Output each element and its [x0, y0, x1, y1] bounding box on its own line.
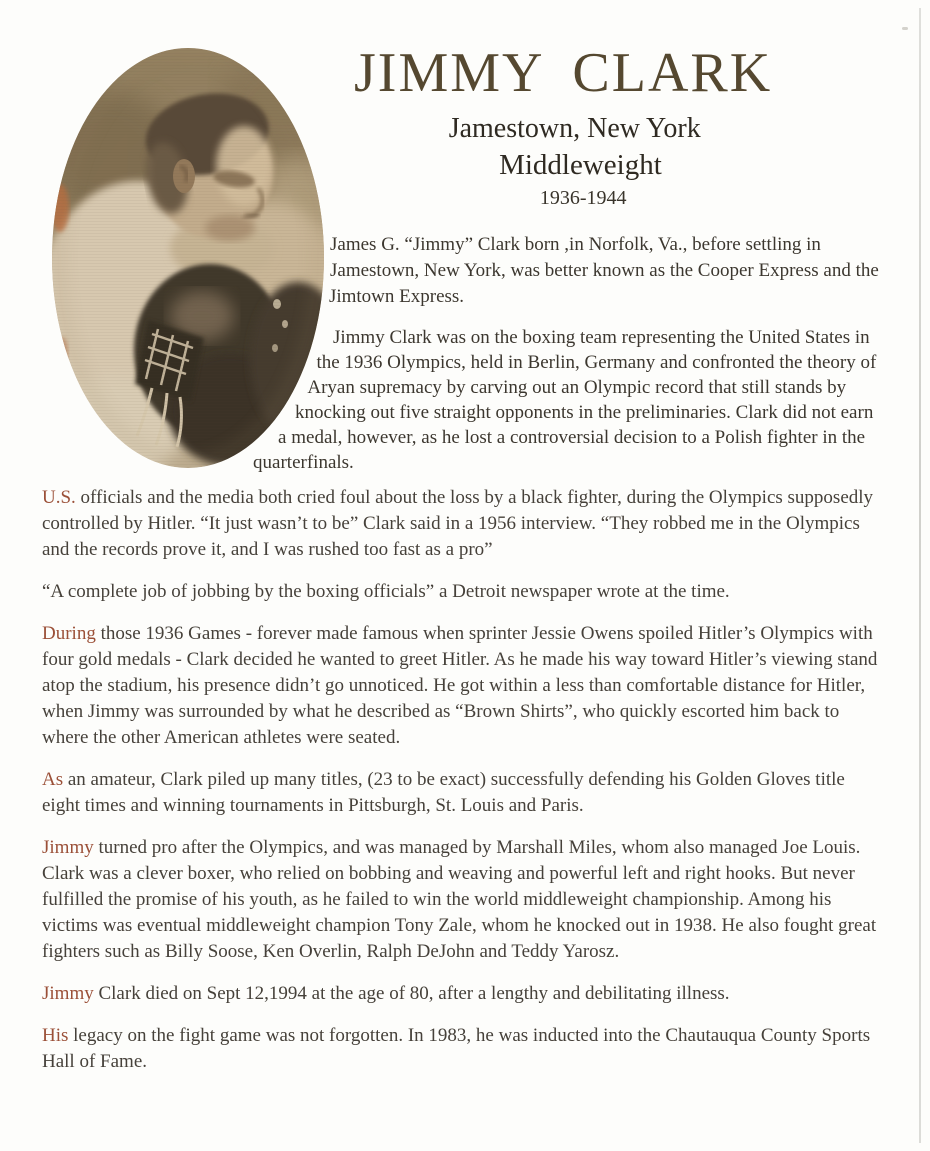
paragraph-lead: Jimmy [42, 837, 94, 858]
paragraph-lead: As [42, 769, 64, 790]
boxer-photo [52, 48, 324, 468]
paragraph-text: an amateur, Clark piled up many titles, (23 to be exact) successfully defending his Golden Gloves title eight times and winning tournaments in Pittsburgh, St. Louis and Paris. [42, 769, 845, 816]
bio-paragraph [42, 579, 880, 605]
paragraph-lead: “A [42, 581, 64, 602]
bio-paragraph [42, 485, 880, 563]
paragraph-text: Clark was on the boxing team representing the United States in the 1936 Olympics, held in Berlin, Germany and confronted the theory of Aryan supremacy by carving out an Olympic record that still stands by knocking out five straight opponents in the preliminaries. Clark did not earn a medal, however, as he lost a controversial decision to a Polish fighter in the quarterfinals. [253, 327, 877, 473]
paragraph-text: legacy on the fight game was not forgotten. In 1983, he was inducted into the Chautauqua County Sports Hall of Fame. [42, 1025, 871, 1072]
scan-edge-line [919, 8, 921, 1143]
paragraph-text: turned pro after the Olympics, and was managed by Marshall Miles, whom also managed Joe Louis. Clark was a clever boxer, who relied on bobbing and weaving and powerful left and right hooks. But never fulfilled the promise of his youth, as he failed to win the world middleweight championship. Among his victims was eventual middleweight champion Tony Zale, whom he knocked out in 1938. He also fought great fighters such as Billy Soose, Ken Overlin, Ralph DeJohn and Teddy Yarosz. [42, 837, 877, 962]
paragraph-text: G. “Jimmy” Clark born ,in Norfolk, Va., before settling in Jamestown, New York, was better known as the Cooper Express and the Jimtown Express. [328, 234, 879, 307]
paragraph-text: officials and the media both cried foul about the loss by a black fighter, during the Olympics supposedly controlled by Hitler. “It just wasn’t to be” Clark said in a 1956 interview. “They robbed me in the Olympics and the records prove it, and I was rushed too fast as a pro” [42, 487, 874, 560]
paragraph-lead: Jimmy [42, 983, 94, 1004]
boxer-portrait-image [52, 48, 324, 468]
bio-paragraph [42, 767, 880, 819]
bio-paragraph [42, 1023, 880, 1075]
bio-paragraph [42, 621, 880, 751]
paragraph-lead: U.S. [42, 487, 76, 508]
body-text-section [42, 485, 880, 1075]
bio-paragraph [42, 981, 880, 1007]
paragraph-text: complete job of jobbing by the boxing officials” a Detroit newspaper wrote at the time. [67, 581, 730, 602]
paragraph-lead: During [42, 623, 96, 644]
paragraph-text: those 1936 Games - forever made famous when sprinter Jessie Owens spoiled Hitler’s Olympics with four gold medals - Clark decided he wanted to greet Hitler. As he made his way toward Hitler’s viewing stand atop the stadium, his presence didn’t go unnoticed. He got within a less than comfortable distance for Hitler, when Jimmy was surrounded by what he described as “Brown Shirts”, who quickly escorted him back to where the other American athletes were seated. [42, 623, 878, 748]
scan-speck [902, 27, 908, 30]
active-years: 1936-1944 [539, 187, 627, 209]
paragraph-lead: James [330, 234, 377, 255]
bio-paragraph [42, 835, 880, 965]
paragraph-lead: His [42, 1025, 69, 1046]
weight-class-subtitle: Middleweight [499, 149, 662, 181]
paragraph-text: Clark died on Sept 12,1994 at the age of 80, after a lengthy and debilitating illness. [98, 983, 730, 1004]
paragraph-lead: Jimmy [332, 327, 385, 348]
location-subtitle: Jamestown, New York [448, 113, 701, 144]
page-title: JIMMY CLARK [354, 42, 773, 104]
